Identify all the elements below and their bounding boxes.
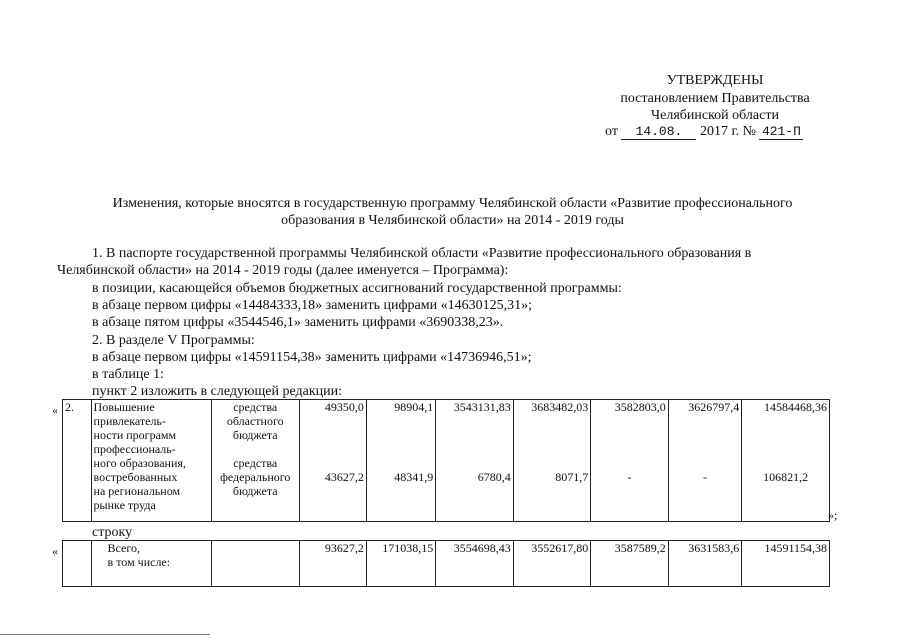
source-regional-line: областного <box>226 414 284 428</box>
value-federal: 48341,9 <box>394 470 434 484</box>
approval-line-government: постановлением Правительства <box>620 91 810 106</box>
program-item-table <box>62 399 830 522</box>
number-sign: № <box>742 124 756 139</box>
value-federal: 43627,2 <box>324 470 364 484</box>
total-sum: 14591154,38 <box>742 541 830 587</box>
item-name-line: профессиональ- <box>93 442 176 456</box>
item-name-line: привлекатель- <box>93 414 166 428</box>
item-name-line: ности программ <box>93 428 177 442</box>
year-2017-cell <box>513 400 591 522</box>
total-2015: 171038,15 <box>366 541 435 587</box>
source-regional-line: средства <box>233 400 278 414</box>
total-2016: 3554698,43 <box>436 541 514 587</box>
value-federal: - <box>627 470 632 484</box>
total-label: Всего, <box>107 541 140 555</box>
approval-year: 2017 г. <box>699 124 740 139</box>
total-number-cell <box>63 541 92 587</box>
paragraph-6: в абзаце первом цифры «14591154,38» заменить цифрами «14736946,51»; <box>92 350 532 365</box>
approval-title: УТВЕРЖДЕНЫ <box>666 73 764 88</box>
total-cell <box>742 400 830 522</box>
year-2015-cell <box>366 400 435 522</box>
total-sublabel: в том числе: <box>107 555 171 569</box>
document-title-line1: Изменения, которые вносятся в государственную программу Челябинской области «Развитие профессионального <box>112 196 793 211</box>
approval-number: 421-П <box>759 124 803 140</box>
value-regional: 3683482,03 <box>531 400 589 414</box>
footer-rule <box>0 634 210 635</box>
item-name-line: на региональном <box>93 484 181 498</box>
source-federal-line: средства <box>233 456 278 470</box>
approval-date-line <box>605 124 803 140</box>
date-prefix: от <box>605 124 618 139</box>
value-federal: - <box>703 470 707 484</box>
source-regional-line: бюджета <box>232 428 278 442</box>
year-2019-cell <box>668 400 741 522</box>
item-name-line: ного образования, <box>93 456 186 470</box>
value-regional: 3626797,4 <box>688 400 740 414</box>
year-2018-cell <box>591 400 669 522</box>
paragraph-1-line1: 1. В паспорте государственной программы Челябинской области «Развитие профессионального образования в <box>92 246 752 261</box>
total-2019: 3631583,6 <box>668 541 741 587</box>
value-federal: 6780,4 <box>477 470 511 484</box>
paragraph-4: в абзаце пятом цифры «3544546,1» заменить цифрами «3690338,23». <box>92 315 504 330</box>
value-regional: 14584468,36 <box>764 400 827 414</box>
item-name-line: востребованных <box>93 470 178 484</box>
item-number: 2. <box>63 400 92 522</box>
total-2017: 3552617,80 <box>513 541 591 587</box>
value-federal: 8071,7 <box>555 470 589 484</box>
table2-row <box>63 541 830 587</box>
total-row-table <box>62 540 830 587</box>
paragraph-9: строку <box>92 525 133 540</box>
table1-open-quote: « <box>52 403 58 417</box>
approval-date: 14.08. <box>621 124 696 140</box>
value-federal: 106821,2 <box>763 470 809 484</box>
paragraph-7: в таблице 1: <box>92 367 164 382</box>
document-title-line2: образования в Челябинской области» на 2014 - 2019 годы <box>281 213 624 228</box>
table1-close-quote: »; <box>828 508 838 522</box>
value-regional: 98904,1 <box>394 400 434 414</box>
paragraph-2: в позиции, касающейся объемов бюджетных ассигнований государственной программы: <box>92 281 622 296</box>
source-federal-line: федерального <box>220 470 291 484</box>
paragraph-8: пункт 2 изложить в следующей редакции: <box>92 384 342 399</box>
year-2014-cell <box>299 400 366 522</box>
item-name-cell <box>91 400 211 522</box>
value-regional: 3543131,83 <box>453 400 511 414</box>
value-regional: 3582803,0 <box>614 400 666 414</box>
total-source-cell <box>211 541 299 587</box>
table2-open-quote: « <box>52 544 58 558</box>
value-regional: 49350,0 <box>324 400 364 414</box>
total-label-cell <box>91 541 211 587</box>
paragraph-5: 2. В разделе V Программы: <box>92 333 255 348</box>
item-name-line: рынке труда <box>93 498 156 512</box>
paragraph-1-line2: Челябинской области» на 2014 - 2019 годы (далее именуется – Программа): <box>57 263 509 278</box>
year-2016-cell <box>436 400 514 522</box>
funding-source-cell <box>211 400 299 522</box>
item-name-line: Повышение <box>93 400 155 414</box>
source-federal-line: бюджета <box>232 484 278 498</box>
approval-line-region: Челябинской области <box>651 108 779 123</box>
total-2018: 3587589,2 <box>591 541 669 587</box>
total-2014: 93627,2 <box>299 541 366 587</box>
paragraph-3: в абзаце первом цифры «14484333,18» заменить цифрами «14630125,31»; <box>92 298 532 313</box>
table1-row <box>63 400 830 522</box>
